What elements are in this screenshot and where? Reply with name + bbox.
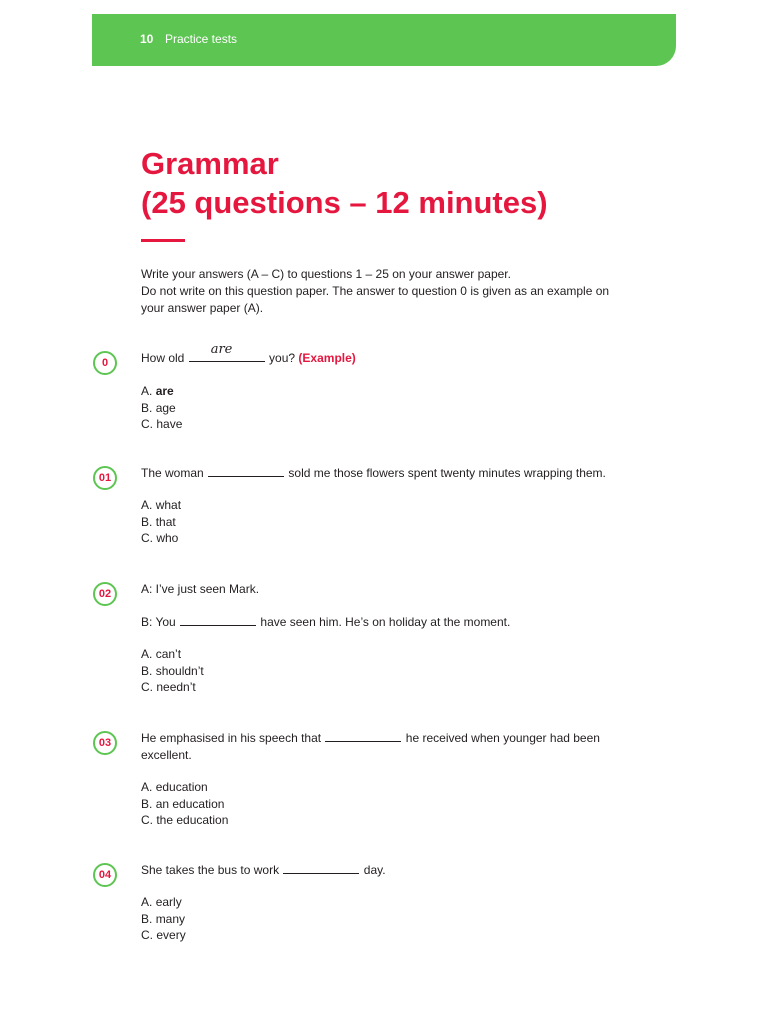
question-text-after: sold me those flowers spent twenty minutes wrapping them. bbox=[288, 466, 606, 480]
option-b bbox=[141, 663, 204, 680]
option-text: have bbox=[156, 417, 183, 431]
options-list bbox=[141, 383, 182, 433]
page-title bbox=[141, 144, 548, 222]
question-text bbox=[141, 862, 621, 879]
question-number-badge: 0 bbox=[93, 351, 117, 375]
option-c bbox=[141, 679, 204, 696]
question-number-badge: 04 bbox=[93, 863, 117, 887]
instructions bbox=[141, 266, 641, 317]
question-number-badge: 03 bbox=[93, 731, 117, 755]
option-b bbox=[141, 400, 182, 417]
instructions-line-1: Write your answers (A – C) to questions 1 – 25 on your answer paper. bbox=[141, 267, 511, 281]
page-number: 10 bbox=[140, 32, 154, 46]
question-text-before: B: You bbox=[141, 615, 176, 629]
option-text: who bbox=[156, 531, 179, 545]
instructions-line-3: your answer paper (A). bbox=[141, 301, 264, 315]
options-list bbox=[141, 497, 181, 547]
option-c bbox=[141, 416, 182, 433]
question-text-after: have seen him. He’s on holiday at the moment. bbox=[260, 615, 511, 629]
answer-blank bbox=[189, 342, 265, 362]
option-text: needn’t bbox=[156, 680, 196, 694]
question-number-badge: 01 bbox=[93, 466, 117, 490]
option-b bbox=[141, 796, 228, 813]
option-letter: B. bbox=[141, 796, 153, 811]
option-text: shouldn’t bbox=[155, 663, 204, 678]
option-text: what bbox=[155, 498, 182, 512]
option-a bbox=[141, 646, 204, 663]
option-c bbox=[141, 927, 186, 944]
option-letter: A. bbox=[141, 780, 153, 794]
option-a bbox=[141, 497, 181, 514]
option-c bbox=[141, 530, 181, 547]
question-text-before: He emphasised in his speech that bbox=[141, 731, 322, 745]
option-text: education bbox=[155, 780, 208, 794]
option-letter: C. bbox=[141, 417, 153, 431]
option-letter: C. bbox=[141, 531, 153, 545]
option-letter: A. bbox=[141, 895, 153, 909]
option-text: are bbox=[155, 384, 174, 398]
question-text-after: you? bbox=[269, 351, 296, 365]
question-text bbox=[141, 465, 621, 482]
option-letter: B. bbox=[141, 911, 153, 926]
options-list bbox=[141, 779, 228, 829]
question-text bbox=[141, 614, 621, 631]
instructions-line-2: Do not write on this question paper. The answer to question 0 is given as an example on bbox=[141, 284, 610, 298]
title-line-2: (25 questions – 12 minutes) bbox=[141, 185, 548, 220]
option-c bbox=[141, 812, 228, 829]
question-text-continuation: excellent. bbox=[141, 748, 192, 762]
answer-blank bbox=[208, 465, 284, 477]
option-letter: A. bbox=[141, 498, 153, 512]
option-a bbox=[141, 894, 186, 911]
option-letter: B. bbox=[141, 663, 153, 678]
option-letter: B. bbox=[141, 514, 153, 529]
option-letter: B. bbox=[141, 400, 153, 415]
option-text: the education bbox=[156, 813, 229, 827]
question-text-before: The woman bbox=[141, 466, 204, 480]
option-a bbox=[141, 383, 182, 400]
question-text-after: he received when younger had been bbox=[405, 731, 600, 745]
header-bar bbox=[92, 14, 676, 66]
section-name: Practice tests bbox=[165, 32, 238, 46]
handwritten-answer: are bbox=[210, 342, 233, 357]
question-line-1: A: I’ve just seen Mark. bbox=[141, 582, 260, 596]
option-b bbox=[141, 911, 186, 928]
option-letter: A. bbox=[141, 647, 153, 661]
answer-blank bbox=[325, 730, 401, 742]
question-text-before: She takes the bus to work bbox=[141, 863, 280, 877]
option-letter: C. bbox=[141, 680, 153, 694]
option-text: every bbox=[156, 928, 186, 942]
question-text-before: How old bbox=[141, 351, 185, 365]
option-text: early bbox=[155, 895, 182, 909]
answer-blank bbox=[283, 862, 359, 874]
option-letter: C. bbox=[141, 813, 153, 827]
question-text bbox=[141, 730, 621, 764]
option-letter: A. bbox=[141, 384, 153, 398]
option-text: an education bbox=[155, 796, 225, 811]
example-label: (Example) bbox=[298, 351, 356, 365]
question-text-after: day. bbox=[363, 863, 386, 877]
options-list bbox=[141, 646, 204, 696]
option-text: many bbox=[155, 911, 186, 926]
option-text: that bbox=[155, 514, 176, 529]
title-underline bbox=[141, 239, 185, 242]
option-b bbox=[141, 514, 181, 531]
title-line-1: Grammar bbox=[141, 146, 279, 181]
option-text: can’t bbox=[155, 647, 182, 661]
options-list bbox=[141, 894, 186, 944]
answer-blank bbox=[180, 614, 256, 626]
option-letter: C. bbox=[141, 928, 153, 942]
question-number-badge: 02 bbox=[93, 582, 117, 606]
option-text: age bbox=[155, 400, 176, 415]
option-a bbox=[141, 779, 228, 796]
question-text bbox=[141, 342, 621, 367]
